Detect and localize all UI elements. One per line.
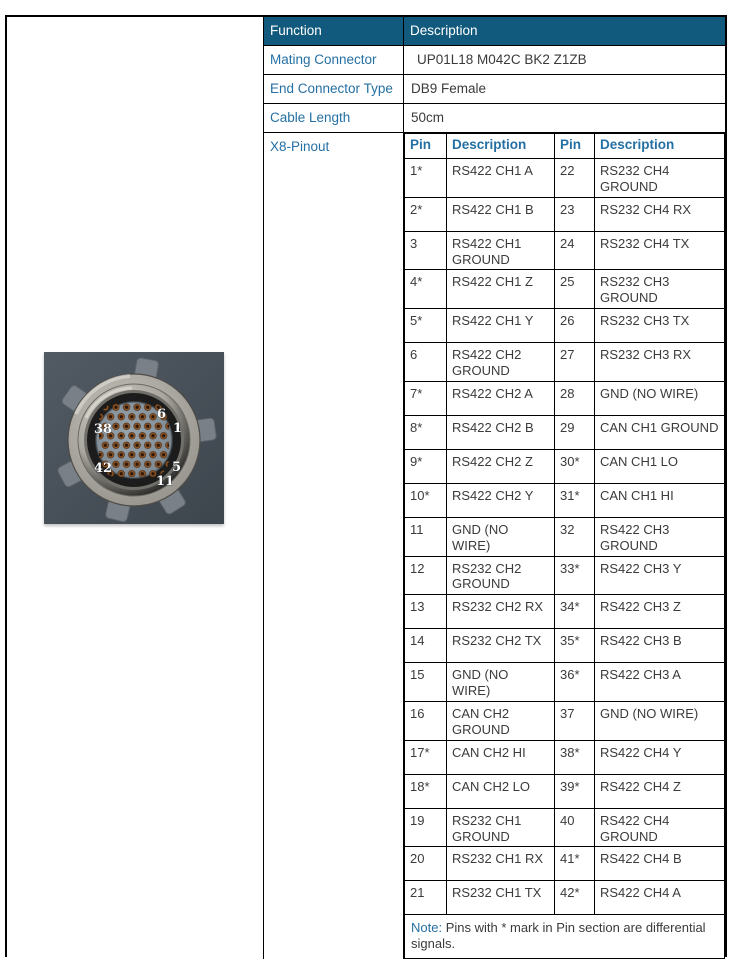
row-value-cable-length: 50cm [403,104,725,133]
description-cell: RS422 CH3 GROUND [595,517,725,556]
connector-pin-label: 5 [172,460,182,475]
pin-cell: 42* [555,881,595,915]
pin-cell: 41* [555,847,595,881]
pinout-row [405,774,725,808]
description-cell: RS422 CH4 B [595,847,725,881]
description-cell: RS232 CH1 GROUND [447,808,555,847]
pin-cell: 24 [555,231,595,270]
pinout-header-description-left: Description [447,134,555,159]
pinout-note-cell [405,915,725,959]
description-cell: GND (NO WIRE) [447,517,555,556]
pin-cell: 32 [555,517,595,556]
pin-cell: 9* [405,449,447,483]
pinout-table-cell [403,133,725,959]
pin-cell: 22 [555,159,595,198]
description-cell: GND (NO WIRE) [447,663,555,702]
pin-cell: 17* [405,740,447,774]
pinout-row [405,309,725,343]
pin-cell: 30* [555,449,595,483]
description-cell: RS232 CH2 RX [447,595,555,629]
description-cell: RS422 CH4 GROUND [595,808,725,847]
description-cell: RS232 CH2 GROUND [447,556,555,595]
pinout-row [405,231,725,270]
description-cell: RS422 CH1 Y [447,309,555,343]
description-cell: CAN CH1 HI [595,483,725,517]
pinout-row [405,483,725,517]
pinout-row [405,270,725,309]
description-cell: CAN CH1 GROUND [595,415,725,449]
pin-cell: 36* [555,663,595,702]
connector-pin-label: 11 [156,474,175,489]
pinout-row [405,159,725,198]
pin-cell: 26 [555,309,595,343]
pin-cell: 11 [405,517,447,556]
description-cell: GND (NO WIRE) [595,702,725,741]
description-cell: RS232 CH3 GROUND [595,270,725,309]
description-cell: RS422 CH3 Y [595,556,725,595]
row-label-end-connector-type: End Connector Type [263,75,403,104]
pin-cell: 35* [555,629,595,663]
description-cell: RS422 CH2 Y [447,483,555,517]
pin-cell: 20 [405,847,447,881]
pin-cell: 1* [405,159,447,198]
description-cell: RS422 CH2 A [447,381,555,415]
description-cell: RS422 CH2 Z [447,449,555,483]
pin-cell: 7* [405,381,447,415]
pin-cell: 37 [555,702,595,741]
pin-cell: 10* [405,483,447,517]
connector-pin-label: 6 [157,407,167,422]
description-cell: CAN CH1 LO [595,449,725,483]
description-cell: RS422 CH3 Z [595,595,725,629]
pinout-row [405,415,725,449]
pin-cell: 31* [555,483,595,517]
description-cell: RS422 CH4 Y [595,740,725,774]
description-cell: GND (NO WIRE) [595,381,725,415]
description-cell: RS422 CH1 A [447,159,555,198]
pin-cell: 15 [405,663,447,702]
description-cell: RS422 CH2 B [447,415,555,449]
description-cell: RS422 CH4 Z [595,774,725,808]
pin-cell: 18* [405,774,447,808]
connector-body [68,374,200,506]
pinout-row [405,808,725,847]
row-label-x8-pinout: X8-Pinout [263,133,403,959]
description-cell: CAN CH2 HI [447,740,555,774]
pin-cell: 16 [405,702,447,741]
pinout-header-pin-left: Pin [405,134,447,159]
pin-cell: 4* [405,270,447,309]
pinout-table [404,133,725,959]
description-cell: RS232 CH2 TX [447,629,555,663]
connector-pin-label: 1 [173,421,183,436]
description-cell: RS422 CH3 A [595,663,725,702]
pin-cell: 29 [555,415,595,449]
pin-cell: 8* [405,415,447,449]
pin-cell: 2* [405,197,447,231]
connector-photo-svg [44,352,224,524]
connector-pin-label: 42 [94,461,113,476]
description-cell: RS232 CH3 RX [595,343,725,382]
pin-cell: 14 [405,629,447,663]
pin-cell: 19 [405,808,447,847]
pinout-row [405,847,725,881]
pinout-note-row [405,915,725,959]
pinout-header-row [405,134,725,159]
connector-photo-cell [7,17,263,959]
pinout-row [405,702,725,741]
pinout-row [405,556,725,595]
pinout-row [405,449,725,483]
description-cell: RS232 CH1 TX [447,881,555,915]
pinout-header-description-right: Description [595,134,725,159]
note-prefix: Note: [411,920,443,936]
pin-cell: 27 [555,343,595,382]
pinout-row [405,381,725,415]
description-cell: RS422 CH1 Z [447,270,555,309]
row-label-mating-connector: Mating Connector [263,46,403,75]
pin-cell: 13 [405,595,447,629]
pin-cell: 34* [555,595,595,629]
description-cell: RS422 CH4 A [595,881,725,915]
note-text: Pins with * mark in Pin section are differential signals. [411,920,706,952]
pinout-header-pin-right: Pin [555,134,595,159]
pin-cell: 25 [555,270,595,309]
description-cell: RS232 CH3 TX [595,309,725,343]
pinout-row [405,663,725,702]
description-cell: CAN CH2 LO [447,774,555,808]
description-cell: RS232 CH4 RX [595,197,725,231]
description-cell: RS232 CH4 GROUND [595,159,725,198]
description-cell: RS232 CH1 RX [447,847,555,881]
pinout-row [405,197,725,231]
pinout-row [405,629,725,663]
pinout-row [405,595,725,629]
pin-cell: 12 [405,556,447,595]
description-cell: RS232 CH4 TX [595,231,725,270]
description-cell: RS422 CH2 GROUND [447,343,555,382]
description-cell: CAN CH2 GROUND [447,702,555,741]
row-label-cable-length: Cable Length [263,104,403,133]
pin-cell: 28 [555,381,595,415]
pin-cell: 6 [405,343,447,382]
pin-cell: 23 [555,197,595,231]
pin-cell: 40 [555,808,595,847]
description-cell: RS422 CH1 B [447,197,555,231]
row-value-mating-connector: UP01L18 M042C BK2 Z1ZB [403,46,725,75]
connector-pin-label: 38 [94,422,113,437]
pinout-row [405,517,725,556]
pin-cell: 33* [555,556,595,595]
pinout-row [405,343,725,382]
pin-cell: 5* [405,309,447,343]
row-value-end-connector-type: DB9 Female [403,75,725,104]
pinout-row [405,740,725,774]
pin-cell: 39* [555,774,595,808]
description-cell: RS422 CH1 GROUND [447,231,555,270]
column-header-function: Function [263,17,403,46]
description-cell: RS422 CH3 B [595,629,725,663]
pinout-row [405,881,725,915]
column-header-description: Description [403,17,725,46]
pin-cell: 3 [405,231,447,270]
pin-cell: 21 [405,881,447,915]
spec-table [5,15,727,957]
pin-cell: 38* [555,740,595,774]
